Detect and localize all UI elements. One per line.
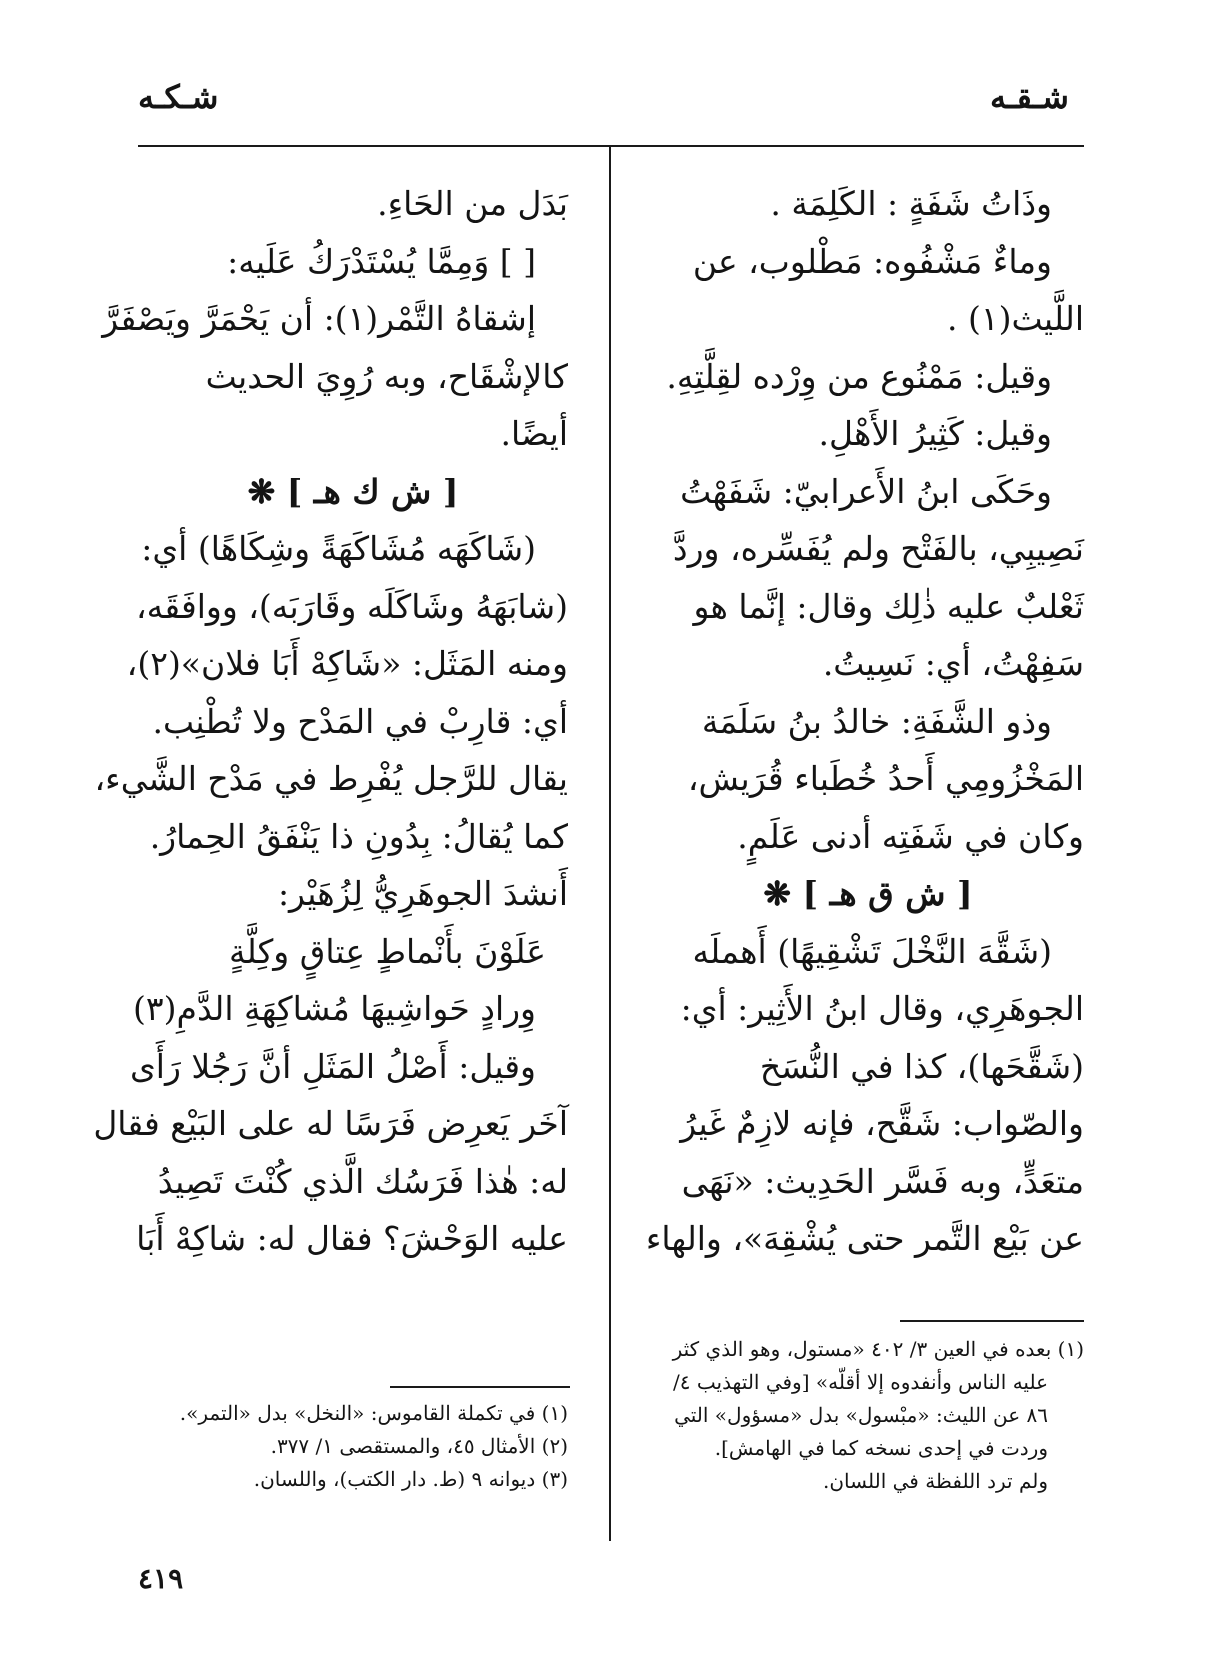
text-line: [ ] وَمِمَّا يُسْتَدْرَكُ عَلَيه:: [227, 241, 536, 281]
text-line: المَخْزُومِي أَحدُ خُطَباء قُرَيش،: [687, 759, 1084, 798]
text-line: وقيل: أَصْلُ المَثَلِ أنَّ رَجُلا رَأَى: [129, 1046, 536, 1086]
text-line: ومنه المَثَل: «شَاكِهْ أَبَا فلان»(٢)،: [126, 644, 568, 683]
footnote-line: ولم ترد اللفظة في اللسان.: [823, 1469, 1048, 1493]
text-line: والصّواب: شَقَّح، فإنه لازِمٌ غَيرُ: [680, 1104, 1084, 1143]
text-line: أَنشدَ الجوهَرِيُّ لِزُهَيْر:: [277, 874, 568, 913]
footnote-line: وردت في إحدى نسخه كما في الهامش].: [714, 1436, 1048, 1460]
text-line: وقيل: كَثِيرُ الأَهْلِ.: [818, 414, 1052, 453]
text-line: الجوهَرِي، وقال ابنُ الأَثِير: أي:: [680, 989, 1084, 1028]
text-line: يقال للرَّجل يُفْرِط في مَدْح الشَّيء،: [94, 759, 568, 798]
footnote-line: ٨٦ عن الليث: «مبْسول» بدل «مسؤول» التي: [674, 1403, 1048, 1427]
verse-first-hemistich: عَلَوْنَ بأَنْماطٍ عِتاقٍ وكِلَّةٍ: [228, 931, 546, 971]
text-line: اللَّيث(١) .: [947, 299, 1084, 338]
text-line: أيضًا.: [500, 414, 568, 453]
text-line: (شَقَّحَها)، كذا في النُّسَخ: [759, 1046, 1084, 1086]
text-line: وقيل: مَمْنُوع من وِرْده لقِلَّتِهِ.: [666, 356, 1052, 396]
text-line: وذو الشَّفَةِ: خالدُ بنُ سَلَمَة: [701, 701, 1052, 741]
text-line: كالإشْقَاح، وبه رُوِيَ الحديث: [205, 356, 568, 396]
footnote-line: عليه الناس وأنفدوه إلا أقلّه» [وفي التهذيب ٤/: [673, 1370, 1048, 1394]
page-number: ٤١٩: [138, 1562, 184, 1595]
running-head-left: شـكـه: [138, 78, 219, 116]
footnote-line: (٢) الأمثال ٤٥، والمستقصى ١/ ٣٧٧.: [270, 1434, 568, 1458]
text-line: نَصِيبِي، بالفَتْح ولم يُفَسِّره، وردَّ: [672, 529, 1084, 568]
text-line: وماءٌ مَشْفُوه: مَطْلوب، عن: [692, 241, 1052, 281]
footnote-line: (٣) ديوانه ٩ (ط. دار الكتب)، واللسان.: [253, 1467, 568, 1491]
footnote-line: (١) بعده في العين ٣/ ٤٠٢ «مستول، وهو الذي كثر: [672, 1337, 1084, 1361]
text-line: (شَاكَهَه مُشَاكَهَةً وشِكَاهًا) أي:: [141, 529, 536, 568]
text-line: عليه الوَحْشَ؟ فقال له: شاكِهْ أَبَا: [136, 1219, 568, 1258]
text-line: سَفِهْتُ، أي: نَسِيتُ.: [822, 644, 1084, 683]
footnotes-right: [652, 1333, 1084, 1498]
entry-heading-shkh: [ ش ك هـ ] ❋: [247, 471, 459, 511]
running-head-right: شـقـه: [990, 78, 1069, 116]
text-line: وحَكَى ابنُ الأَعرابيّ: شَفَهْتُ: [680, 471, 1052, 511]
footnote-rule-right: [900, 1320, 1084, 1322]
entry-heading-shqh: [ ش ق هـ ] ❋: [763, 874, 973, 913]
text-line: ثَعْلبٌ عليه ذٰلِك وقال: إنَّما هو: [693, 586, 1084, 626]
text-line: أي: قارِبْ في المَدْح ولا تُطْنِب.: [152, 701, 568, 741]
header-rule: [138, 145, 1084, 147]
left-column: [93, 175, 568, 1268]
text-line: إشقاهُ التَّمْر(١): أن يَحْمَرَّ ويَصْفَرَّ: [102, 299, 536, 338]
text-line: بَدَل من الحَاءِ.: [377, 184, 568, 223]
footnotes-left: [138, 1397, 568, 1496]
text-line: وكان في شَفَتِه أدنى عَلَمٍ.: [737, 816, 1084, 856]
text-line: متعَدٍّ، وبه فَسَّر الحَدِيث: «نَهَى: [681, 1161, 1084, 1201]
text-line: عن بَيْع التَّمر حتى يُشْقِهَ»، والهاء: [645, 1219, 1084, 1258]
right-column: [645, 175, 1084, 1268]
text-line: كما يُقالُ: بِدُونِ ذا يَنْفَقُ الحِمارُ.: [149, 816, 568, 856]
text-line: (شابَهَهُ وشَاكَلَه وقَارَبَه)، ووافَقَه،: [135, 586, 568, 626]
verse-second-hemistich: وِرادٍ حَواشِيهَا مُشاكِهَةِ الدَّمِ(٣): [133, 989, 536, 1028]
text-line: آخَر يَعرِض فَرَسًا له على البَيْع فقال: [93, 1104, 568, 1143]
column-divider: [609, 146, 611, 1541]
footnote-rule-left: [390, 1386, 570, 1388]
text-line: وذَاتُ شَفَةٍ : الكَلِمَة .: [770, 184, 1052, 223]
text-line: له: هٰذا فَرَسُك الَّذي كُنْتَ تَصِيدُ: [157, 1161, 568, 1201]
footnote-line: (١) في تكملة القاموس: «النخل» بدل «التمر».: [179, 1401, 568, 1425]
text-line: (شَقَّهَ النَّخْلَ تَشْقِيهًا) أَهملَه: [692, 931, 1052, 971]
